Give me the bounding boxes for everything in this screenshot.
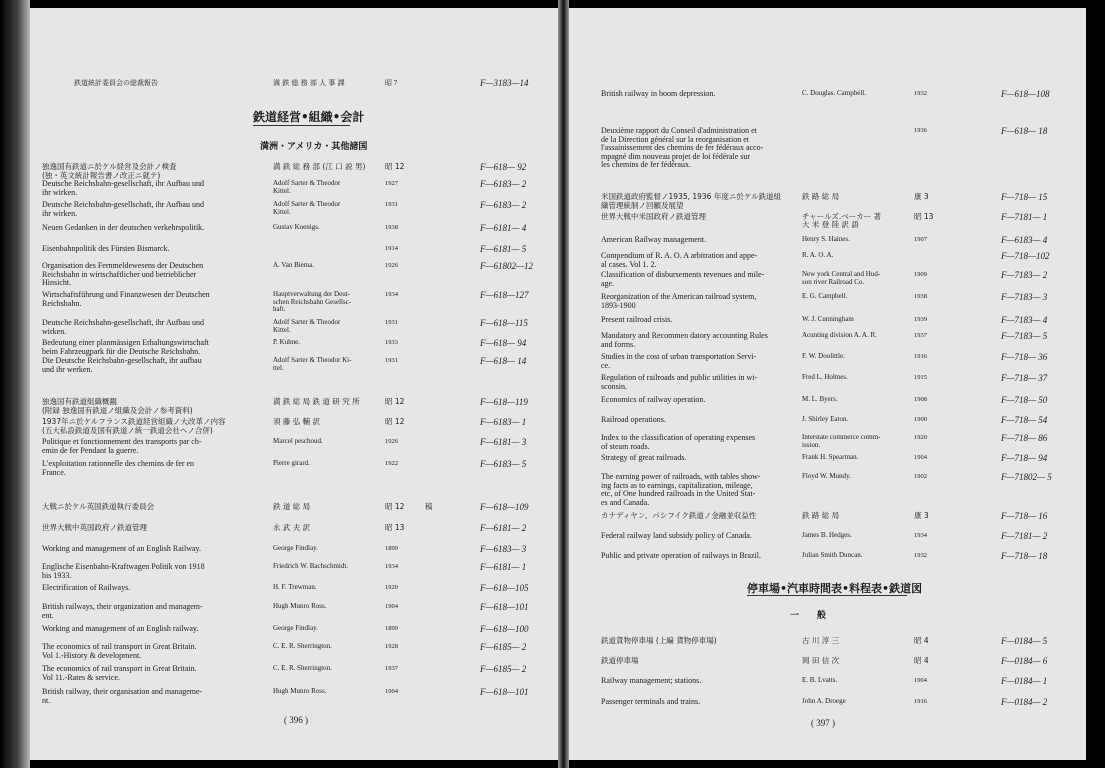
entry-year: 1932 bbox=[914, 90, 927, 97]
entry-code: F—6183— 2 bbox=[480, 179, 527, 189]
entry-code: F—618—105 bbox=[480, 583, 529, 593]
entry-code: F—618— 94 bbox=[480, 338, 527, 348]
entry-year: 1934 bbox=[385, 291, 398, 298]
entry-code: F—718— 18 bbox=[1001, 551, 1048, 561]
entry-title: Strategy of great railroads. bbox=[601, 453, 687, 462]
entry-year: 1914 bbox=[385, 245, 398, 252]
entry-title: British railways, their organization and managem- ent. bbox=[42, 602, 203, 620]
entry-title: 大戦ニ於ケル英国鉄道執行委員会 bbox=[42, 502, 155, 511]
entry-author: 満 鉄 総 務 部 (江 口 説 男) bbox=[273, 162, 366, 171]
entry-code: F—0184— 5 bbox=[1001, 636, 1048, 646]
entry-code: F—7183— 2 bbox=[1001, 270, 1048, 280]
entry-code: F—6181— 5 bbox=[480, 244, 527, 254]
entry-title: Present railroad crisis. bbox=[601, 315, 673, 324]
entry-code: F—6181— 1 bbox=[480, 562, 527, 572]
entry-title: Deutsche Reichsbahn-gesellschaft, ihr Aufbau und wirken. bbox=[42, 318, 204, 336]
entry-author: Interstate commerce comm- ission. bbox=[802, 433, 881, 449]
entry-title: Classification of disbursements revenues and mile- age. bbox=[601, 270, 765, 288]
entry-code: F—6183— 2 bbox=[480, 200, 527, 210]
entry-year: 1931 bbox=[385, 319, 398, 326]
entry-title: Deuxième rapport du Conseil d'administration et de la Direction général sur la reorganisation et l'assainissement des chemins de fer fédéraux acco- mpagné dim nouveau projet de loi fédérale sur les chemins de fer fédéraux. bbox=[601, 126, 764, 169]
entry-code: F—718—102 bbox=[1001, 251, 1050, 261]
entry-year: 1920 bbox=[914, 434, 927, 441]
entry-author: 古 川 淳 三 bbox=[802, 636, 840, 645]
entry-author: Hugh Munro Ross. bbox=[273, 602, 327, 610]
entry-year: 康 3 bbox=[914, 511, 929, 520]
entry-year: 昭 13 bbox=[914, 212, 934, 221]
entry-year: 昭 13 bbox=[385, 523, 405, 532]
entry-code: F—7181— 1 bbox=[1001, 212, 1048, 222]
entry-title: Eisenbahnpolitik des Fürsten Bismarck. bbox=[42, 244, 170, 253]
entry-code: F—6185— 2 bbox=[480, 664, 527, 674]
entry-author: Gustav Koenigs. bbox=[273, 223, 320, 231]
entry-author: New york Central and Hud- son river Railroad Co. bbox=[802, 270, 881, 286]
entry-code: F—6181— 2 bbox=[480, 523, 527, 533]
entry-code: F—618—108 bbox=[1001, 89, 1050, 99]
header-title: 鉄道統計委員会の総裁報告 bbox=[74, 79, 158, 87]
entry-author: R. A. O. A. bbox=[802, 251, 834, 259]
entry-author: H. F. Trewman. bbox=[273, 583, 317, 591]
entry-title: British railway, their organisation and manageme- nt. bbox=[42, 687, 203, 705]
entry-year: 1938 bbox=[385, 224, 398, 231]
entry-title: 世界大戦中英国政府ノ鉄道管理 bbox=[42, 523, 147, 532]
entry-year: 1939 bbox=[914, 316, 927, 323]
entry-title: Public and private operation of railways in Brazil. bbox=[601, 551, 761, 560]
entry-title: British railway in boom depression. bbox=[601, 89, 716, 98]
entry-author: Hauptverwaltung der Deut- schen Reichsbahn Gesellsc- haft. bbox=[273, 290, 352, 313]
entry-author: Floyd W. Mundy. bbox=[802, 472, 851, 480]
right-page bbox=[569, 8, 1086, 760]
entry-title: Compendium of R. A. O. A arbitration and appe- al cases. Vol 1. 2. bbox=[601, 251, 758, 269]
entry-title: 米国鉄道政府監督ノ1935, 1936 年度ニ於ケル鉄道組 織管理統制ノ回顧及展望 bbox=[601, 192, 781, 210]
entry-author: 須 藤 弘 輔 訳 bbox=[273, 417, 321, 426]
entry-title: Economics of railway operation. bbox=[601, 395, 706, 404]
entry-code: F—0184— 2 bbox=[1001, 697, 1048, 707]
entry-title: Die Deutsche Reichsbahn-gesellschaft, ihr aufbau und ihr werken. bbox=[42, 356, 202, 374]
entry-author: C. Douglas. Campbell. bbox=[802, 89, 866, 97]
entry-code: F—7181— 2 bbox=[1001, 531, 1048, 541]
header-series: 満 鉄 総 務 部 人 事 課 bbox=[273, 79, 345, 87]
entry-code: F—6183— 5 bbox=[480, 459, 527, 469]
entry-title: The earning power of railroads, with tables show- ing facts as to earnings, capitalization, mileage, etc, of One hundred railroads in the United Stat- es and Canada. bbox=[601, 472, 761, 507]
entry-title: 独逸国有鉄道組織概観 (附録 独逸国有鉄道ノ組織及会計ノ参考資料) bbox=[42, 397, 193, 415]
entry-title: 1937年ニ於ケルフランス鉄道経営組織ノ大改革ノ内容 (五大私設鉄道及国有鉄道ノ統一鉄道会社ヘノ合併) bbox=[42, 417, 226, 435]
book-binding-shadow bbox=[0, 0, 30, 768]
entry-author: W. J. Cunningham bbox=[802, 315, 854, 323]
entry-year: 1920 bbox=[385, 584, 398, 591]
entry-author: George Findlay. bbox=[273, 624, 318, 632]
entry-title: カナディヤン、パシフイク鉄道ノ金融並収益性 bbox=[601, 511, 757, 520]
entry-code: F—7183— 4 bbox=[1001, 315, 1048, 325]
entry-code: F—6181— 4 bbox=[480, 223, 527, 233]
entry-year: 1938 bbox=[914, 293, 927, 300]
entry-author: James B. Hedges. bbox=[802, 531, 852, 539]
entry-year: 1931 bbox=[385, 201, 398, 208]
entry-year: 1922 bbox=[385, 460, 398, 467]
entry-year: 1904 bbox=[385, 603, 398, 610]
entry-author: Adolf Sarter & Theodor Ki- ttel. bbox=[273, 356, 352, 372]
entry-title: Studies in the cost of urban transportation Servi- ce. bbox=[601, 352, 757, 370]
entry-title: Railroad operations. bbox=[601, 415, 666, 424]
entry-code: F—618—119 bbox=[480, 397, 528, 407]
section-heading-2: 停車場•汽車時間表•料程表•鉄道図 bbox=[747, 582, 923, 595]
entry-year: 1926 bbox=[385, 438, 398, 445]
entry-note: 稿 bbox=[425, 502, 433, 511]
entry-author: C. E. R. Sherrington. bbox=[273, 642, 332, 650]
entry-code: F—71802— 5 bbox=[1001, 472, 1052, 482]
entry-title: Working and management of an English railway. bbox=[42, 624, 199, 633]
entry-title: 世界大戦中米国政府ノ鉄道管理 bbox=[601, 212, 706, 221]
entry-author: F. W. Doolittle. bbox=[802, 352, 845, 360]
entry-code: F—7183— 5 bbox=[1001, 331, 1048, 341]
entry-year: 1932 bbox=[914, 552, 927, 559]
entry-year: 1934 bbox=[914, 532, 927, 539]
entry-year: 昭 4 bbox=[914, 656, 929, 665]
entry-year: 1902 bbox=[914, 473, 927, 480]
entry-title: Politique et fonctionnement des transports par ch- emin de fer Pendant la guerre. bbox=[42, 437, 202, 455]
entry-year: 1916 bbox=[914, 353, 927, 360]
page-number: ( 396 ) bbox=[284, 715, 308, 725]
entry-code: F—718— 86 bbox=[1001, 433, 1048, 443]
entry-title: Reorganization of the American railroad system, 1893-1900 bbox=[601, 292, 757, 310]
entry-author: Adolf Sarter & Theodor Kittel. bbox=[273, 200, 341, 216]
entry-year: 1928 bbox=[385, 643, 398, 650]
entry-author: Julian Smith Duncan. bbox=[802, 551, 863, 559]
entry-author: Friedrich W. Bachschmidt. bbox=[273, 562, 349, 570]
entry-title: 独逸国有鉄道ニ於ケル経営及会計ノ検査 (独・英文統計報告書ノ改正ニ就テ) bbox=[42, 162, 177, 180]
left-page bbox=[30, 8, 558, 760]
entry-year: 昭 12 bbox=[385, 502, 405, 511]
entry-title: 鉄道停車場 bbox=[601, 656, 639, 665]
entry-title: Electrification of Railways. bbox=[42, 583, 131, 592]
entry-code: F—618— 92 bbox=[480, 162, 527, 172]
entry-title: Deutsche Reichsbahn-gesellschaft, ihr Aufbau und ihr wirken. bbox=[42, 200, 204, 218]
entry-code: F—718— 36 bbox=[1001, 352, 1048, 362]
entry-code: F—0184— 1 bbox=[1001, 676, 1048, 686]
entry-author: 岡 田 信 次 bbox=[802, 656, 840, 665]
section-heading: 鉄道経営•組織•会計 bbox=[253, 110, 365, 124]
entry-year: 1899 bbox=[385, 625, 398, 632]
entry-author: Fred L. Holmes. bbox=[802, 373, 848, 381]
subsection-heading-2: 一 般 bbox=[790, 611, 827, 621]
entry-year: 1926 bbox=[385, 262, 398, 269]
entry-title: Federal railway land subsidy policy of Canada. bbox=[601, 531, 752, 540]
entry-author: 鉄 路 総 局 bbox=[802, 511, 840, 520]
entry-code: F—6181— 3 bbox=[480, 437, 527, 447]
entry-author: M. L. Byers. bbox=[802, 395, 838, 403]
entry-title: Index to the classification of operating expenses of steam roads. bbox=[601, 433, 756, 451]
entry-year: 1915 bbox=[914, 374, 927, 381]
entry-year: 1937 bbox=[914, 332, 927, 339]
entry-code: F—6185— 2 bbox=[480, 642, 527, 652]
entry-year: 昭 12 bbox=[385, 162, 405, 171]
entry-title: Working and management of an English Railway. bbox=[42, 544, 202, 553]
entry-author: George Findlay. bbox=[273, 544, 318, 552]
entry-author: 鉄 路 総 局 bbox=[802, 192, 840, 201]
entry-year: 1931 bbox=[385, 357, 398, 364]
page-number-2: ( 397 ) bbox=[811, 718, 835, 728]
entry-author: John A. Droege bbox=[802, 697, 846, 705]
entry-year: 1936 bbox=[914, 127, 927, 134]
entry-title: Englische Eisenbahn-Kraftwagen Politik von 1918 bis 1933. bbox=[42, 562, 205, 580]
entry-code: F—618— 14 bbox=[480, 356, 527, 366]
header-year: 昭 7 bbox=[385, 79, 398, 87]
entry-author: C. E. R. Sherrington. bbox=[273, 664, 332, 672]
section-underline-2 bbox=[747, 595, 907, 596]
entry-year: 1904 bbox=[914, 454, 927, 461]
entry-code: F—618—100 bbox=[480, 624, 529, 634]
entry-code: F—0184— 6 bbox=[1001, 656, 1048, 666]
entry-title: Organisation des Fernmeldewesens der Deutschen Reichsbahn in wirtschaftlicher und betrieblicher Hinsicht. bbox=[42, 261, 204, 287]
entry-code: F—718— 37 bbox=[1001, 373, 1048, 383]
entry-year: 1904 bbox=[914, 677, 927, 684]
header-code: F—3183—14 bbox=[480, 78, 529, 88]
entry-year: 昭 12 bbox=[385, 397, 405, 406]
entry-code: F—618—115 bbox=[480, 318, 528, 328]
entry-code: F—6183— 3 bbox=[480, 544, 527, 554]
entry-author: Adolf Sarter & Theodor Kittel. bbox=[273, 179, 341, 195]
entry-author: 満 鉄 総 局 鉄 道 研 究 所 bbox=[273, 397, 360, 406]
entry-title: Bedeutung einer planmässigen Erhaltungswirtschaft beim Fahrzeugpark für die Deutsche Reichsbahn. bbox=[42, 338, 209, 356]
entry-title: Mandatory and Recommen datory accounting Rules and forms. bbox=[601, 331, 768, 349]
entry-author: A. Van Biema. bbox=[273, 261, 315, 269]
entry-year: 1933 bbox=[385, 339, 398, 346]
entry-code: F—6183— 1 bbox=[480, 417, 527, 427]
entry-year: 昭 12 bbox=[385, 417, 405, 426]
entry-author: Frank H. Spearman. bbox=[802, 453, 859, 461]
entry-year: 1908 bbox=[914, 396, 927, 403]
entry-author: Adolf Sarter & Theodor Kittel. bbox=[273, 318, 341, 334]
entry-code: F—718— 54 bbox=[1001, 415, 1048, 425]
section-underline bbox=[253, 125, 350, 126]
entry-author: Acunting division A. A. R. bbox=[802, 331, 877, 339]
entry-year: 1934 bbox=[385, 563, 398, 570]
entry-title: The economics of rail transport in Great Britain. Vol 11.-Rates & service. bbox=[42, 664, 197, 682]
subsection-heading: 満洲・アメリカ・其他諸国 bbox=[260, 142, 368, 152]
entry-author: Marcel peschoud. bbox=[273, 437, 323, 445]
entry-year: 1900 bbox=[914, 416, 927, 423]
entry-code: F—718— 94 bbox=[1001, 453, 1048, 463]
entry-year: 1927 bbox=[385, 180, 398, 187]
entry-author: 鉄 道 総 局 bbox=[273, 502, 311, 511]
entry-year: 康 3 bbox=[914, 192, 929, 201]
entry-year: 1907 bbox=[914, 236, 927, 243]
entry-code: F—718— 16 bbox=[1001, 511, 1048, 521]
entry-code: F—618—101 bbox=[480, 602, 529, 612]
entry-title: The economics of rail transport in Great Britain. Vol 1.-History & development. bbox=[42, 642, 197, 660]
entry-year: 1904 bbox=[385, 688, 398, 695]
entry-author: E. G. Campbell. bbox=[802, 292, 848, 300]
entry-author: J. Shirley Eaton. bbox=[802, 415, 849, 423]
entry-author: E. B. Lvatts. bbox=[802, 676, 838, 684]
entry-title: L'exploitation rationnelle des chemins de fer en France. bbox=[42, 459, 195, 477]
entry-year: 1916 bbox=[914, 698, 927, 705]
entry-year: 1899 bbox=[385, 545, 398, 552]
entry-year: 1937 bbox=[385, 665, 398, 672]
entry-code: F—6183— 4 bbox=[1001, 235, 1048, 245]
entry-author: Henry S. Haines. bbox=[802, 235, 850, 243]
entry-title: American Railway management. bbox=[601, 235, 707, 244]
entry-title: Railway management; stations. bbox=[601, 676, 702, 685]
entry-author: Hugh Munro Ross. bbox=[273, 687, 327, 695]
entry-author: P. Kuhne. bbox=[273, 338, 301, 346]
entry-code: F—618—127 bbox=[480, 290, 529, 300]
entry-title: Passenger terminals and trains. bbox=[601, 697, 701, 706]
entry-title: Neuen Gedanken in der deutschen verkehrspolitik. bbox=[42, 223, 205, 232]
entry-year: 昭 4 bbox=[914, 636, 929, 645]
entry-title: Wirtschaftsführung und Finanzwesen der Deutschen Reichsbahn. bbox=[42, 290, 210, 308]
entry-year: 1909 bbox=[914, 271, 927, 278]
entry-author: チャールズ.ベーカー 著 大 米 登 陸 訳 語 bbox=[802, 212, 882, 229]
entry-code: F—718— 50 bbox=[1001, 395, 1048, 405]
entry-code: F—7183— 3 bbox=[1001, 292, 1048, 302]
entry-title: Deutsche Reichsbahn-gesellschaft, ihr Aufbau und ihr wirken. bbox=[42, 179, 204, 197]
entry-code: F—61802—12 bbox=[480, 261, 534, 271]
entry-author: Pierre girard. bbox=[273, 459, 310, 467]
entry-title: Regulation of railroads and public utilities in wi- sconsin. bbox=[601, 373, 758, 391]
entry-author: 永 武 夫 訳 bbox=[273, 523, 311, 532]
entry-title: 鉄道貨物停車場 (上編 貨物停車場) bbox=[601, 636, 717, 645]
entry-code: F—618—109 bbox=[480, 502, 529, 512]
book-gutter bbox=[558, 0, 569, 768]
entry-code: F—618— 18 bbox=[1001, 126, 1048, 136]
entry-code: F—618—101 bbox=[480, 687, 529, 697]
entry-code: F—718— 15 bbox=[1001, 192, 1048, 202]
